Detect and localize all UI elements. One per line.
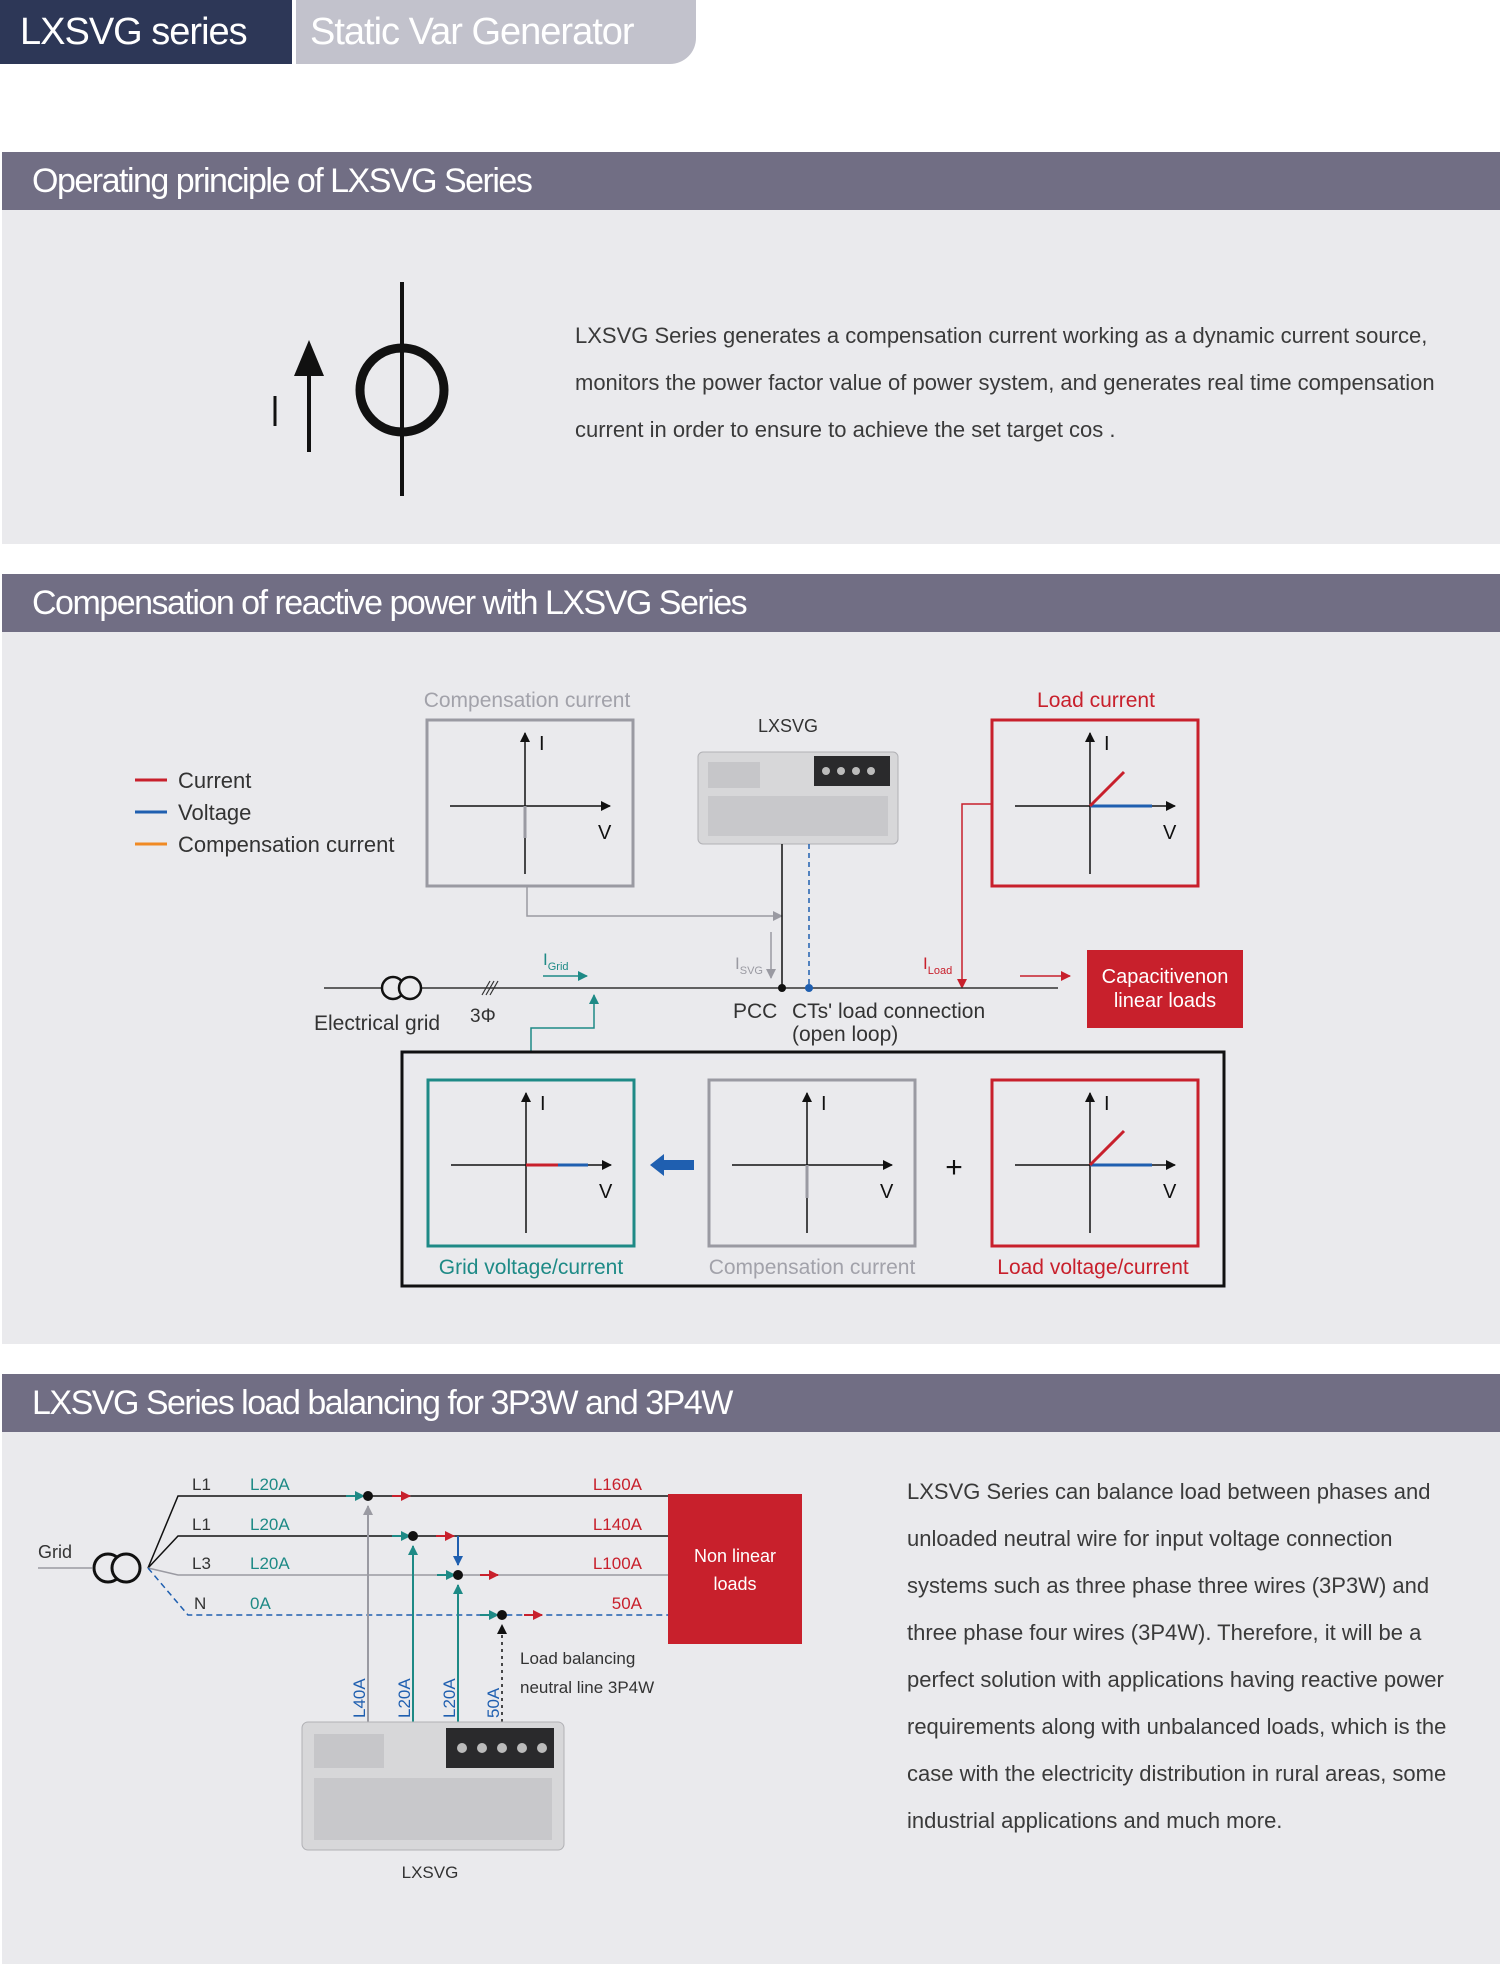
section1-paragraph: LXSVG Series generates a compensation current working as a dynamic current source, monitors the power factor value of power system, and generates real time compensation current in order to ensure to achieve the set target cos .: [575, 323, 1435, 442]
phase-name: N: [194, 1594, 207, 1613]
injection-label: L20A: [440, 1678, 459, 1718]
axis-v: V: [598, 822, 612, 844]
section3-heading: LXSVG Series load balancing for 3P3W and 3P4W: [2, 1374, 1500, 1432]
phase-in: L20A: [250, 1475, 290, 1494]
nonlinear-line2: loads: [713, 1574, 757, 1594]
axis-i: I: [821, 1093, 827, 1115]
axis-i: I: [540, 1093, 546, 1115]
capacitive-loads-box: [1087, 950, 1243, 1028]
compensation-plot-top: [427, 720, 633, 886]
paragraph-line: requirements along with unbalanced loads, which is the: [907, 1714, 1447, 1739]
plus-sign: +: [945, 1151, 963, 1184]
phase-in: L20A: [250, 1515, 290, 1534]
axis-i: I: [1104, 1093, 1110, 1115]
phase-name: L1: [192, 1515, 211, 1534]
lxsvg-label-top: LXSVG: [757, 716, 819, 736]
phase-out: L160A: [592, 1475, 642, 1494]
electrical-grid-label: Electrical grid: [314, 1012, 441, 1035]
legend-compensation: Compensation current: [178, 832, 395, 857]
three-phase-label: 3Φ: [470, 1006, 496, 1027]
grid-vc-label: Grid voltage/current: [438, 1256, 624, 1279]
paragraph-line: LXSVG Series can balance load between phases and: [907, 1479, 1431, 1504]
reactive-compensation-diagram: [2, 632, 1500, 1344]
compensation-plot-bottom: [709, 1080, 915, 1246]
load-balancing-diagram: [2, 1432, 882, 1964]
cts-label: CTs' load connection: [792, 1000, 986, 1023]
axis-v: V: [880, 1181, 894, 1203]
injection-label: 50A: [484, 1687, 503, 1718]
nonlinear-loads-box: [668, 1494, 802, 1644]
open-loop-label: (open loop): [792, 1023, 899, 1046]
axis-v: V: [1163, 1181, 1177, 1203]
section3-body: [2, 1432, 1500, 1964]
paragraph-line: perfect solution with applications having reactive power: [907, 1667, 1444, 1692]
lxsvg-device-bottom: [302, 1722, 564, 1850]
axis-i: I: [1104, 733, 1110, 755]
grid-label: Grid: [38, 1542, 73, 1562]
section1-body: [2, 210, 1500, 544]
section3-paragraph: [907, 1468, 1467, 1844]
series-tab: LXSVG series: [0, 0, 292, 64]
grid-plot: [428, 1080, 634, 1246]
section2-body: [2, 632, 1500, 1344]
balancing-line2: neutral line 3P4W: [520, 1678, 655, 1697]
axis-i: I: [539, 733, 545, 755]
lxsvg-device-top: [698, 752, 898, 844]
axis-v: V: [599, 1181, 613, 1203]
injection-label: L20A: [395, 1678, 414, 1718]
phase-out: L140A: [592, 1515, 642, 1534]
loads-line2: linear loads: [1113, 990, 1217, 1012]
phase-in: L20A: [250, 1554, 290, 1573]
paragraph-line: industrial applications and much more.: [907, 1808, 1283, 1833]
paragraph-line: unloaded neutral wire for input voltage connection: [907, 1526, 1393, 1551]
paragraph-line: three phase four wires (3P4W). Therefore, it will be a: [907, 1620, 1422, 1645]
load-current-label: Load current: [1037, 689, 1155, 712]
phase-out: 50A: [611, 1594, 642, 1613]
injection-label: L40A: [350, 1678, 369, 1718]
phase-name: L3: [192, 1554, 211, 1573]
igrid-label: $I_{Grid}$: [543, 950, 569, 973]
paragraph-line: systems such as three phase three wires (3P3W) and: [907, 1573, 1430, 1598]
section1-heading: Operating principle of LXSVG Series: [2, 152, 1500, 210]
phase-out: L100A: [592, 1554, 642, 1573]
phase-name: L1: [192, 1475, 211, 1494]
lxsvg-label-bottom: LXSVG: [401, 1863, 459, 1882]
legend-voltage: Voltage: [178, 800, 252, 825]
phase-in: 0A: [250, 1594, 271, 1613]
paragraph-line: case with the electricity distribution in rural areas, some: [907, 1761, 1447, 1786]
nonlinear-line1: Non linear: [693, 1546, 777, 1566]
result-arrow-icon: [650, 1154, 694, 1176]
comp-bottom-label: Compensation current: [708, 1256, 916, 1279]
load-plot-bottom: [992, 1080, 1198, 1246]
axis-v: V: [1163, 822, 1177, 844]
pcc-label: PCC: [733, 1000, 778, 1023]
loads-line1: Capacitivenon: [1101, 966, 1229, 988]
legend-current: Current: [178, 768, 252, 793]
iload-label: $I_{Load}$: [923, 954, 953, 977]
load-vc-label: Load voltage/current: [997, 1256, 1189, 1279]
isvg-label: $I_{SVG}$: [735, 954, 763, 977]
section2-heading: Compensation of reactive power with LXSVG Series: [2, 574, 1500, 632]
title-tab: Static Var Generator: [296, 0, 696, 64]
balancing-line1: Load balancing: [520, 1649, 636, 1668]
compensation-top-label: Compensation current: [423, 689, 631, 712]
